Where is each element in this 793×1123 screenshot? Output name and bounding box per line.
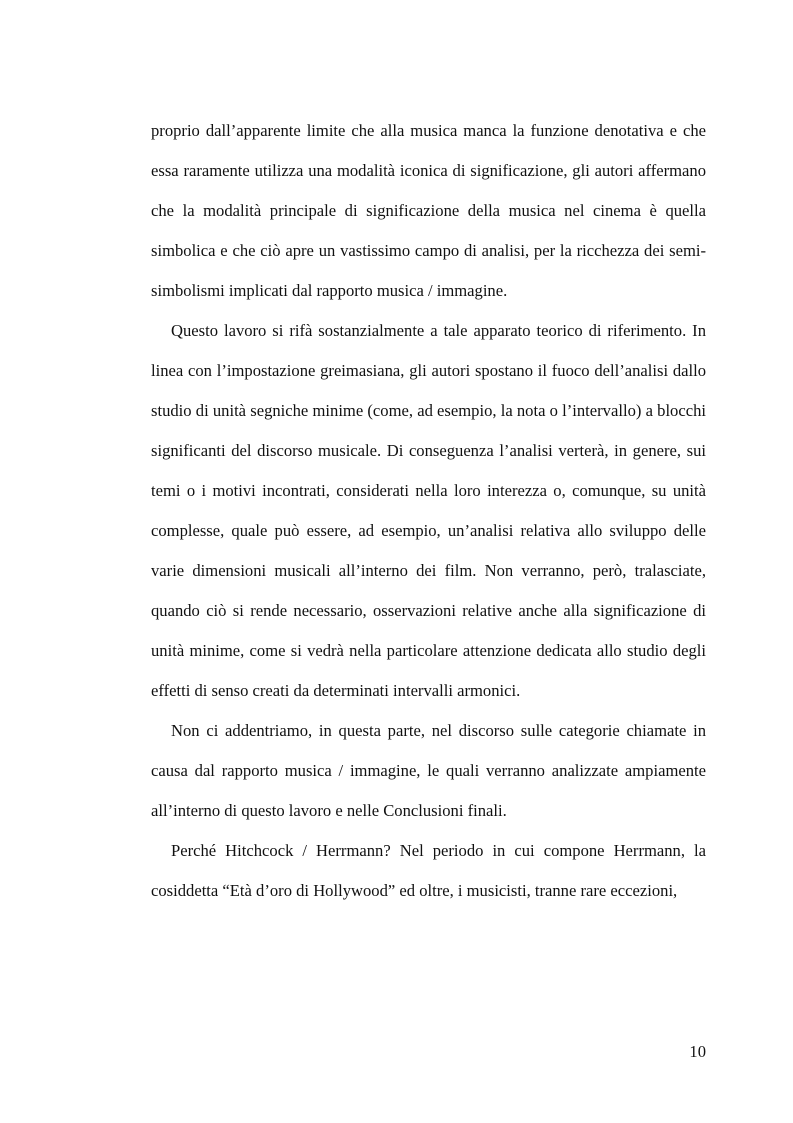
paragraph-2: Questo lavoro si rifà sostanzialmente a tale apparato teorico di riferimento. In linea con l’impostazione greimasiana, gli autori spostano il fuoco dell’analisi dallo studio di unità segniche minime (come, ad esempio, la nota o l’intervallo) a blocchi significanti del discorso musicale. Di conseguenza l’analisi verterà, in genere, sui temi o i motivi incontrati, considerati nella loro interezza o, comunque, su unità complesse, quale può essere, ad esempio, un’analisi relativa allo sviluppo delle varie dimensioni musicali all’interno dei film. Non verranno, però, tralasciate, quando ciò si rende necessario, osservazioni relative anche alla significazione di unità minime, come si vedrà nella particolare attenzione dedicata allo studio degli effetti di senso creati da determinati intervalli armonici. (151, 321, 706, 700)
paragraph-4: Perché Hitchcock / Herrmann? Nel periodo in cui compone Herrmann, la cosiddetta “Età d’oro di Hollywood” ed oltre, i musicisti, tranne rare eccezioni, (151, 841, 706, 900)
body-text (151, 111, 706, 911)
paragraph-1: proprio dall’apparente limite che alla musica manca la funzione denotativa e che essa raramente utilizza una modalità iconica di significazione, gli autori affermano che la modalità principale di significazione della musica nel cinema è quella simbolica e che ciò apre un vastissimo campo di analisi, per la ricchezza dei semi-simbolismi implicati dal rapporto musica / immagine. (151, 121, 706, 300)
page-number: 10 (689, 1042, 706, 1061)
paragraph-3: Non ci addentriamo, in questa parte, nel discorso sulle categorie chiamate in causa dal rapporto musica / immagine, le quali verranno analizzate ampiamente all’interno di questo lavoro e nelle Conclusioni finali. (151, 721, 706, 820)
